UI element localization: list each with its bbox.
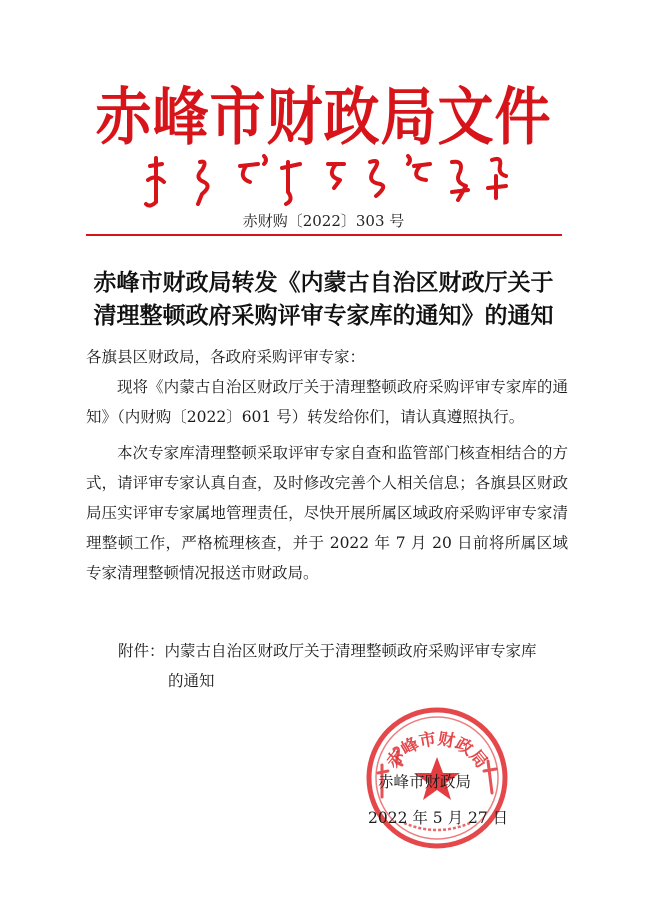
mongolian-script-graphic (142, 152, 522, 214)
title-line-1: 赤峰市财政局转发《内蒙古自治区财政厅关于 (93, 269, 554, 296)
masthead-title: 赤峰市财政局文件 (95, 80, 552, 155)
issuer-name: 赤峰市财政局 (378, 773, 472, 791)
body-paragraph-1: 现将《内蒙古自治区财政厅关于清理整顿政府采购评审专家库的通知》（内财购〔2022〕601 号）转发给你们，请认真遵照执行。 (86, 378, 568, 426)
notice-title (60, 266, 587, 332)
attachment-note (118, 636, 568, 696)
document-number: 赤财购〔2022〕303 号 (242, 212, 405, 230)
attachment-title-line-1: 内蒙古自治区财政厅关于清理整顿政府采购评审专家库 (164, 642, 537, 660)
attachment-title-line-2: 的通知 (168, 672, 215, 690)
title-line-2: 清理整顿政府采购评审专家库的通知》的通知 (93, 302, 554, 329)
salutation: 各旗县区财政局，各政府采购评审专家： (86, 348, 366, 366)
attachment-label: 附件： (118, 642, 165, 660)
body-paragraph-2: 本次专家库清理整顿采取评审专家自查和监管部门核查相结合的方式，请评审专家认真自查，及时修改完善个人相关信息；各旗县区财政局压实评审专家属地管理责任，尽快开展所属区域政府采购评审专家清理整顿工作，严格梳理核查，并于 2022 年 7 月 20 日前将所属区域专家清理整顿情况报送市财政局。 (86, 444, 568, 582)
seal-text: 赤峰市财政局 (382, 729, 492, 773)
red-divider-line (86, 234, 562, 236)
issue-date: 2022 年 5 月 27 日 (368, 809, 509, 827)
